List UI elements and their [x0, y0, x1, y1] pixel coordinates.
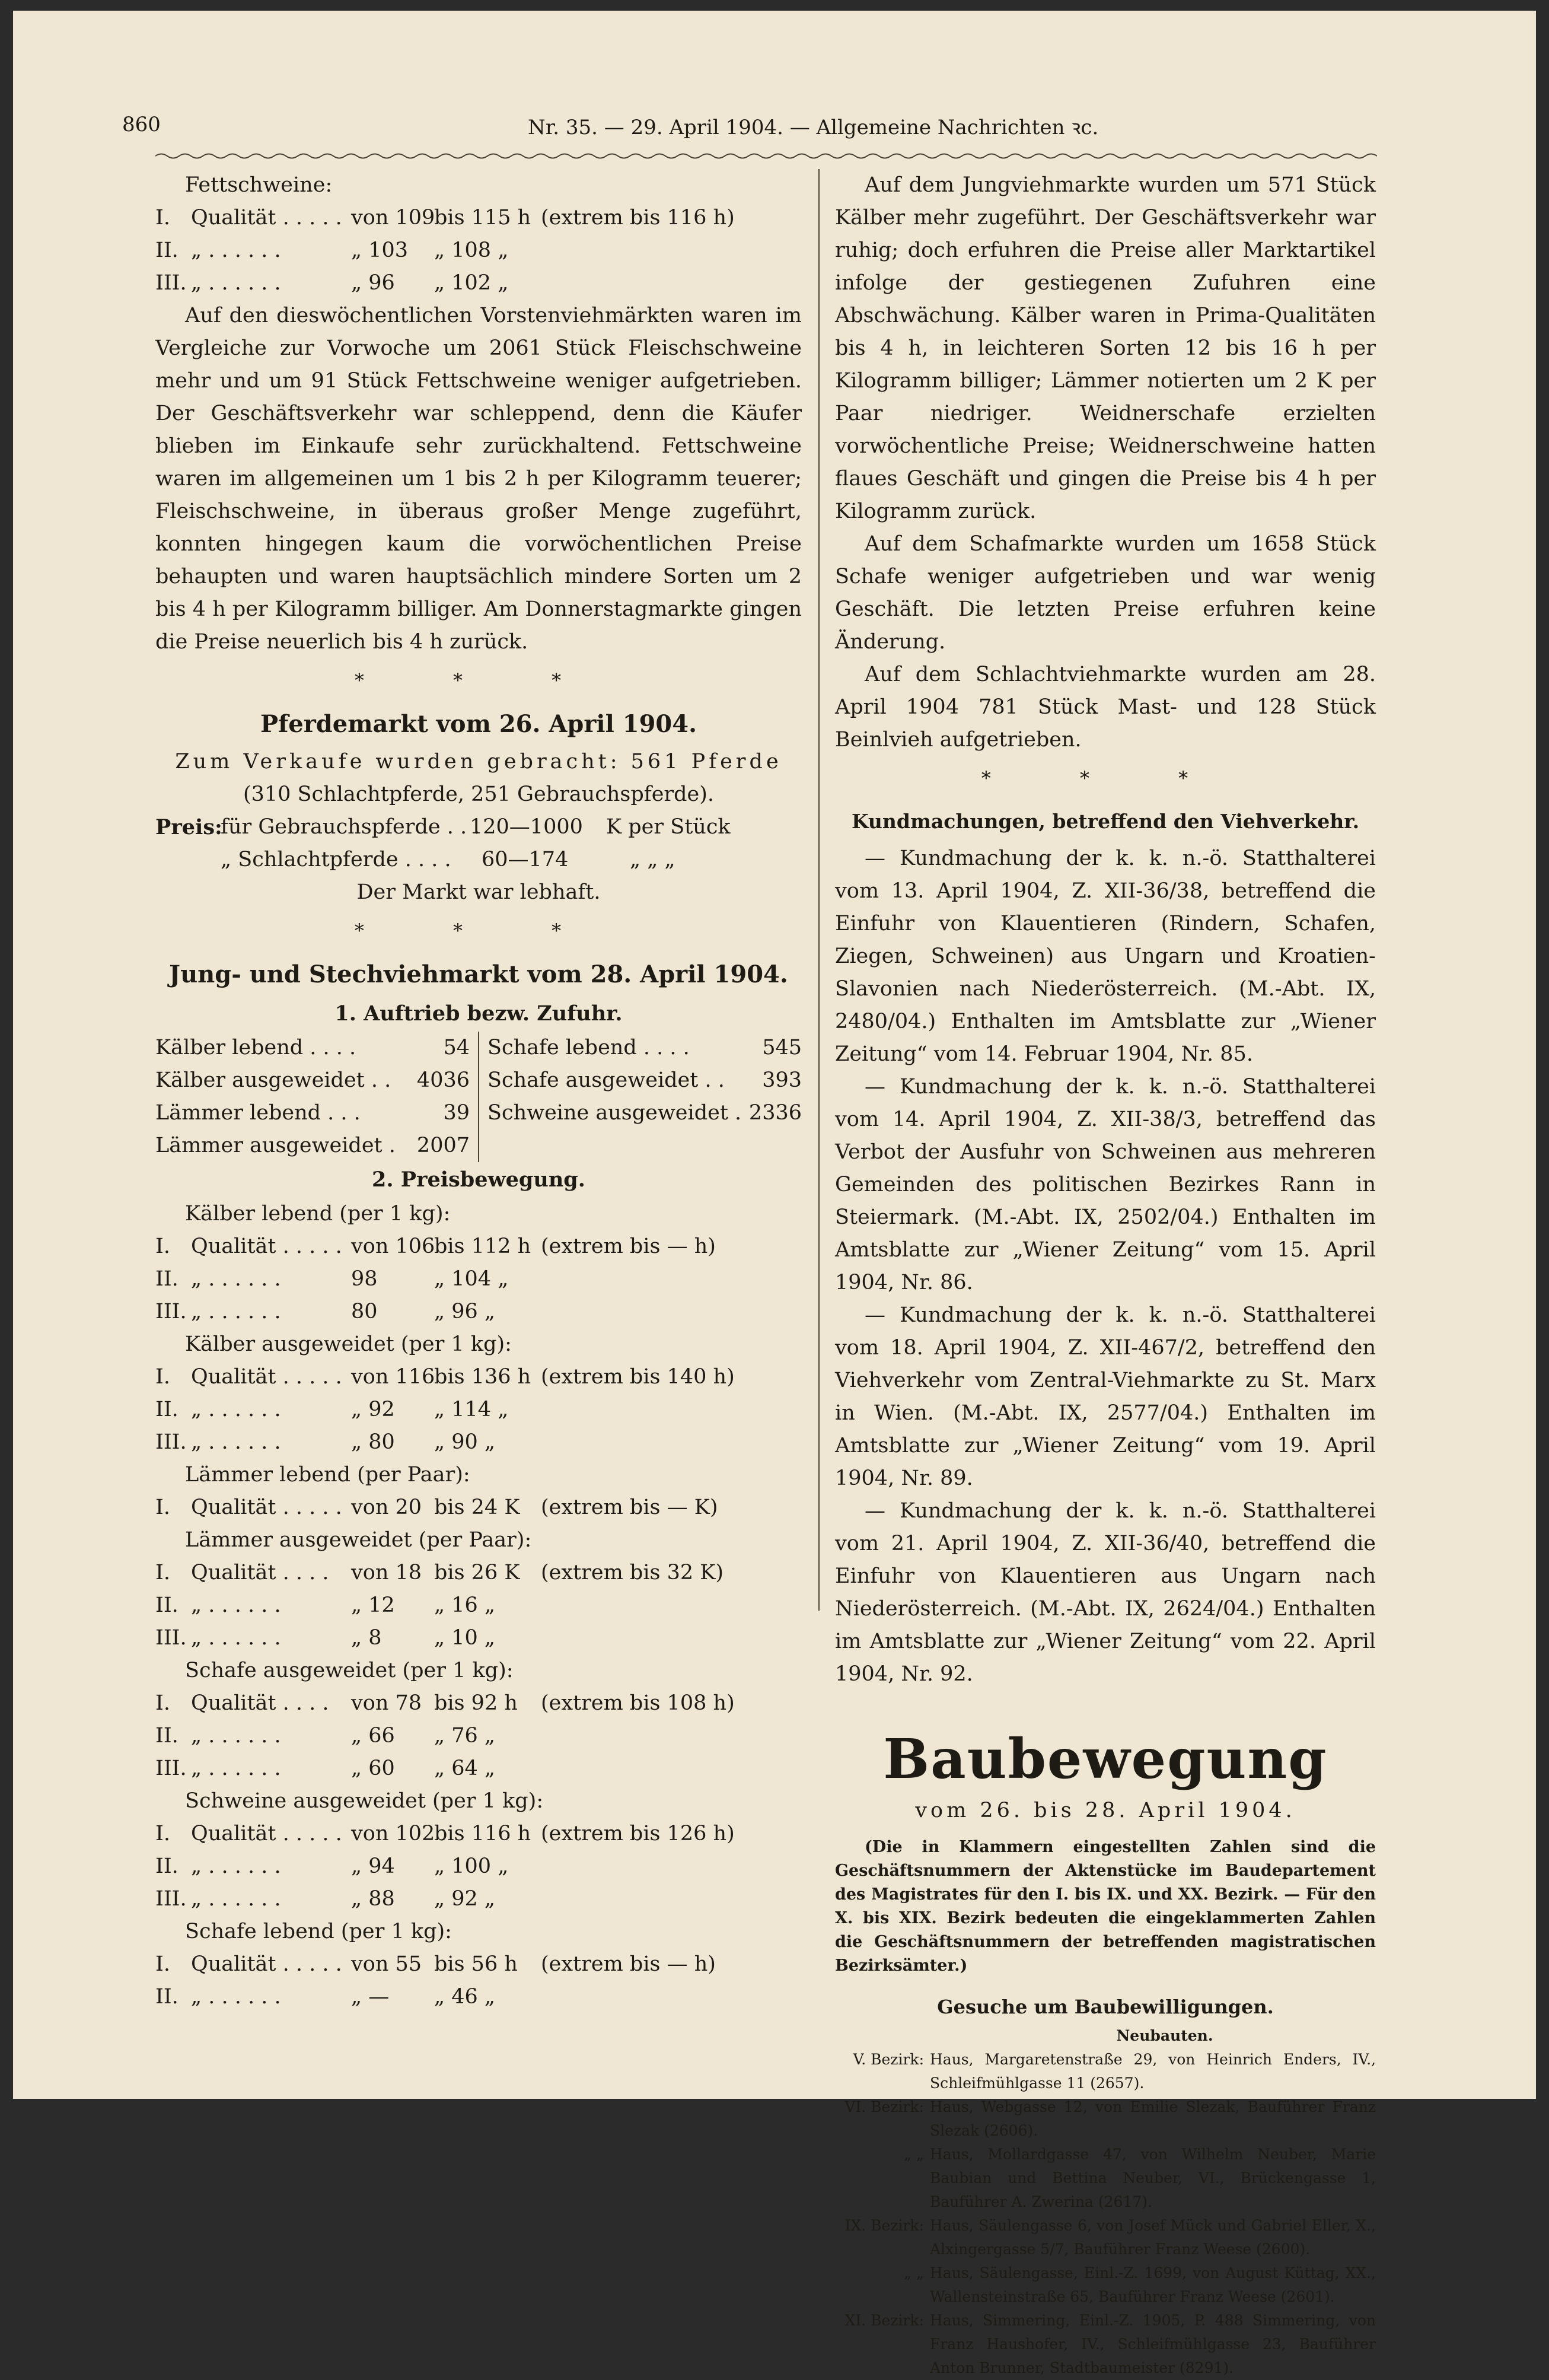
entry-text: Haus, Säulengasse, Einl.-Z. 1699, von August Küttag, XX., Wallensteinstraße 65, Bauführer Franz Weese (2601).	[930, 2264, 1376, 2305]
name-cell: Qualität . . . .	[191, 1691, 329, 1715]
row-name: Schafe lebend . . . .	[487, 1036, 690, 1059]
preis-unit: „ „ „	[630, 848, 675, 871]
name-cell: „ . . . . . .	[191, 1267, 281, 1291]
von-cell: „ 92	[351, 1398, 395, 1421]
table-row	[487, 1032, 802, 1064]
name-cell: Qualität . . . . .	[191, 1496, 342, 1519]
von-cell: „ 80	[351, 1430, 395, 1454]
name-cell: Qualität . . . . .	[191, 1365, 342, 1389]
bis-cell: „ 108 „	[434, 238, 509, 262]
price-group-label: Lämmer lebend (per Paar):	[185, 1463, 470, 1487]
separator-stars: * * *	[354, 669, 603, 692]
name-cell: Qualität . . . . .	[191, 1822, 342, 1846]
name-cell: „ . . . . . .	[191, 1626, 281, 1650]
header-rule	[155, 152, 1377, 160]
heading-neubauten: Neubauten.	[1116, 2027, 1213, 2044]
preis-unit: K per Stück	[606, 815, 731, 839]
name-cell: „ . . . . . .	[191, 1430, 281, 1454]
extrem-cell: (extrem bis — h)	[541, 1234, 716, 1258]
row-value: 545	[762, 1036, 802, 1059]
heading-baubewegung: Baubewegung	[883, 1727, 1328, 1791]
entry-text: Haus, Säulengasse 6, von Josef Mück und Gabriel Eller, X., Alxingergasse 5/7, Bauführer Franz Weese (2600).	[930, 2217, 1376, 2258]
table-divider	[478, 1032, 479, 1162]
table-row	[155, 202, 802, 234]
table-row	[155, 1263, 802, 1296]
bis-cell: „ 64 „	[434, 1757, 496, 1780]
entry-text: Haus, Simmering, Einl.-Z. 1905, P. 488 Simmering, von Franz Haushofer, IV., Schleifmühlgasse 23, Bauführer Anton Brunner, Stadtbaumeister (8291).	[930, 2312, 1376, 2376]
heading-jungvieh: Jung- und Stechviehmarkt vom 28. April 1904.	[169, 960, 788, 988]
table-row	[155, 1589, 802, 1622]
extrem-cell: (extrem bis 116 h)	[541, 206, 735, 230]
bezirk-label: IX. Bezirk:	[844, 2217, 924, 2234]
von-cell: von 102	[351, 1822, 435, 1846]
von-cell: „ 8	[351, 1626, 382, 1650]
table-row	[155, 1296, 802, 1328]
list-item	[835, 2143, 1376, 2214]
table-row	[155, 1720, 802, 1752]
list-item	[835, 2095, 1376, 2143]
bis-cell: „ 16 „	[434, 1593, 496, 1617]
quality-cell: I.	[155, 1822, 170, 1846]
quality-cell: II.	[155, 238, 179, 262]
left-column	[155, 169, 802, 2013]
fett-table	[155, 202, 802, 300]
preis-row	[155, 811, 802, 844]
kundmachung: — Kundmachung der k. k. n.-ö. Statthalterei vom 14. April 1904, Z. XII-38/3, betreffend das Verbot der Ausfuhr von Schweinen aus mehreren Gemeinden des politischen Bezirkes Rann in Steiermark. (M.-Abt. IX, 2502/04.) Enthalten im Amtsblatte zur „Wiener Zeitung“ vom 15. April 1904, Nr. 86.	[835, 1075, 1376, 1294]
bezirk-label: XI. Bezirk:	[844, 2312, 924, 2329]
bis-cell: bis 116 h	[434, 1822, 531, 1846]
von-cell: von 109	[351, 206, 435, 230]
bis-cell: bis 115 h	[434, 206, 531, 230]
bis-cell: „ 76 „	[434, 1724, 496, 1748]
name-cell: „ . . . . . .	[191, 1724, 281, 1748]
preis-groups	[155, 1198, 802, 2013]
row-name: Schweine ausgeweidet .	[487, 1101, 742, 1125]
bis-cell: bis 112 h	[434, 1234, 531, 1258]
table-row	[155, 1064, 470, 1097]
extrem-cell: (extrem bis — K)	[541, 1496, 718, 1519]
list-item	[835, 2261, 1376, 2309]
table-row	[155, 234, 802, 267]
list-item	[835, 2309, 1376, 2380]
quality-cell: III.	[155, 1757, 187, 1780]
price-group-label: Schafe ausgeweidet (per 1 kg):	[185, 1659, 514, 1682]
heading-kundmachungen: Kundmachungen, betreffend den Viehverkehr.	[851, 810, 1360, 833]
quality-cell: I.	[155, 1561, 170, 1584]
von-cell: 80	[351, 1300, 378, 1323]
von-cell: 98	[351, 1267, 378, 1291]
quality-cell: II.	[155, 1724, 179, 1748]
bezirk-label: V. Bezirk:	[853, 2051, 924, 2068]
table-row	[155, 1622, 802, 1654]
preis-value: 60—174	[482, 848, 569, 871]
bis-cell: „ 46 „	[434, 1985, 496, 2009]
bis-cell: „ 90 „	[434, 1430, 496, 1454]
row-value: 2007	[416, 1134, 470, 1157]
name-cell: Qualität . . . . .	[191, 1952, 342, 1976]
heading-preisbewegung: 2. Preisbewegung.	[372, 1167, 585, 1192]
heading-auftrieb: 1. Auftrieb bezw. Zufuhr.	[334, 1001, 623, 1026]
price-group-label: Lämmer ausgeweidet (per Paar):	[185, 1528, 532, 1552]
von-cell: von 106	[351, 1234, 435, 1258]
von-cell: „ —	[351, 1985, 390, 2009]
table-row	[155, 1687, 802, 1720]
price-group-label: Kälber lebend (per 1 kg):	[185, 1202, 451, 1226]
row-value: 393	[762, 1068, 802, 1092]
name-cell: „ . . . . . .	[191, 1398, 281, 1421]
preis-name: für Gebrauchspferde . . .	[221, 815, 480, 839]
price-group-label: Schafe lebend (per 1 kg):	[185, 1920, 452, 1943]
von-cell: von 78	[351, 1691, 422, 1715]
bis-cell: „ 92 „	[434, 1887, 496, 1911]
bau-entries	[835, 2048, 1376, 2380]
row-name: Lämmer ausgeweidet .	[155, 1134, 396, 1157]
right-column	[835, 169, 1376, 2380]
von-cell: „ 88	[351, 1887, 395, 1911]
preis-value: 120—1000	[470, 815, 583, 839]
kundmachung: — Kundmachung der k. k. n.-ö. Statthalterei vom 18. April 1904, Z. XII-467/2, betreffend den Viehverkehr vom Zentral-Viehmarkte zu St. Marx in Wien. (M.-Abt. IX, 2577/04.) Enthalten im Amtsblatte zur „Wiener Zeitung“ vom 19. April 1904, Nr. 89.	[835, 1303, 1376, 1490]
baubewegung-date: vom 26. bis 28. April 1904.	[915, 1799, 1296, 1822]
preis-row	[155, 844, 802, 876]
extrem-cell: (extrem bis 108 h)	[541, 1691, 735, 1715]
quality-cell: III.	[155, 1887, 187, 1911]
column-divider	[818, 169, 820, 1611]
heading-gesuche: Gesuche um Baubewilligungen.	[937, 1996, 1274, 2018]
extrem-cell: (extrem bis — h)	[541, 1952, 716, 1976]
quality-cell: III.	[155, 271, 187, 295]
table-row	[155, 1557, 802, 1589]
table-row	[155, 1393, 802, 1426]
paragraph-schlachtvieh: Auf dem Schlachtviehmarkte wurden am 28. April 1904 781 Stück Mast- und 128 Stück Beinlvieh aufgetrieben.	[835, 663, 1376, 752]
entry-text: Haus, Mollardgasse 47, von Wilhelm Neuber, Marie Baubian und Bettina Neuber, VI., Brückengasse 1, Bauführer A. Zwerina (2617).	[930, 2146, 1376, 2210]
row-value: 54	[443, 1036, 470, 1059]
running-title: Nr. 35. — 29. April 1904. — Allgemeine Nachrichten ꝛc.	[528, 116, 1099, 139]
name-cell: „ . . . . . .	[191, 1593, 281, 1617]
table-row	[155, 1361, 802, 1393]
table-row	[155, 1981, 802, 2013]
quality-cell: II.	[155, 1267, 179, 1291]
von-cell: von 116	[351, 1365, 435, 1389]
von-cell: von 18	[351, 1561, 422, 1584]
bis-cell: bis 24 K	[434, 1496, 520, 1519]
bis-cell: bis 56 h	[434, 1952, 518, 1976]
table-row	[155, 1818, 802, 1850]
table-row	[155, 1850, 802, 1883]
bis-cell: „ 96 „	[434, 1300, 496, 1323]
row-name: Kälber lebend . . . .	[155, 1036, 356, 1059]
bis-cell: „ 10 „	[434, 1626, 496, 1650]
kundmachung: — Kundmachung der k. k. n.-ö. Statthalterei vom 21. April 1904, Z. XII-36/40, betreffend die Einfuhr von Klauentieren aus Ungarn nach Niederösterreich. (M.-Abt. IX, 2624/04.) Enthalten im Amtsblatte zur „Wiener Zeitung“ vom 22. April 1904, Nr. 92.	[835, 1499, 1376, 1686]
table-row	[487, 1064, 802, 1097]
quality-cell: III.	[155, 1430, 187, 1454]
quality-cell: I.	[155, 1691, 170, 1715]
table-row	[155, 1097, 470, 1129]
name-cell: Qualität . . . .	[191, 1561, 329, 1584]
table-row	[155, 1752, 802, 1785]
preis-name: „ Schlachtpferde . . . .	[221, 848, 451, 871]
entry-text: Haus, Margaretenstraße 29, von Heinrich Enders, IV., Schleifmühlgasse 11 (2657).	[930, 2051, 1376, 2092]
quality-cell: II.	[155, 1985, 179, 2009]
markt-status: Der Markt war lebhaft.	[356, 880, 601, 904]
name-cell: „ . . . . . .	[191, 1985, 281, 2009]
pferd-line: (310 Schlachtpferde, 251 Gebrauchspferde).	[243, 782, 715, 806]
quality-cell: I.	[155, 1952, 170, 1976]
paragraph-jungvieh: Auf dem Jungviehmarkte wurden um 571 Stück Kälber mehr zugeführt. Der Geschäftsverkehr war ruhig; doch erfuhren die Preise aller Marktartikel infolge der gestiegenen Zufuhren eine Abschwächung. Kälber waren in Prima-Qualitäten bis 4 h, in leichteren Sorten 12 bis 16 h per Kilogramm billiger; Lämmer notierten um 2 K per Paar niedriger. Weidnerschafe erzielten vorwöchentliche Preise; Weidnerschweine hatten flaues Geschäft und gingen die Preise bis 4 h per Kilogramm zurück.	[835, 173, 1376, 523]
von-cell: „ 12	[351, 1593, 395, 1617]
auftrieb-col-left	[155, 1032, 470, 1162]
quality-cell: I.	[155, 1234, 170, 1258]
list-item	[835, 2214, 1376, 2261]
auftrieb-col-right	[487, 1032, 802, 1162]
row-name: Kälber ausgeweidet . .	[155, 1068, 391, 1092]
von-cell: „ 94	[351, 1854, 395, 1878]
auftrieb-table	[155, 1032, 802, 1162]
von-cell: „ 66	[351, 1724, 395, 1748]
page-number: 860	[122, 113, 161, 136]
price-group-label: Kälber ausgeweidet (per 1 kg):	[185, 1332, 512, 1356]
name-cell: Qualität . . . . .	[191, 1234, 342, 1258]
table-row	[487, 1097, 802, 1129]
bis-cell: „ 114 „	[434, 1398, 509, 1421]
von-cell: „ 60	[351, 1757, 395, 1780]
name-cell: „ . . . . . .	[191, 1757, 281, 1780]
table-row	[155, 1129, 470, 1162]
entry-text: Haus, Webgasse 12, von Emilie Slezak, Bauführer Franz Slezak (2606).	[930, 2098, 1376, 2139]
table-row	[155, 267, 802, 300]
separator-stars: * * *	[981, 767, 1230, 790]
table-row	[155, 1230, 802, 1263]
quality-cell: I.	[155, 1365, 170, 1389]
bezirk-label: „ „	[904, 2264, 924, 2282]
quality-cell: II.	[155, 1593, 179, 1617]
row-value: 4036	[416, 1068, 470, 1092]
row-name: Schafe ausgeweidet . .	[487, 1068, 725, 1092]
table-row	[155, 1491, 802, 1524]
quality-cell: I.	[155, 1496, 170, 1519]
heading-pferdemarkt: Pferdemarkt vom 26. April 1904.	[260, 710, 697, 738]
quality-cell: II.	[155, 1854, 179, 1878]
von-cell: von 55	[351, 1952, 422, 1976]
quality-cell: III.	[155, 1300, 187, 1323]
name-cell: Qualität . . . . .	[191, 206, 342, 230]
paragraph-schafmarkt: Auf dem Schafmarkte wurden um 1658 Stück Schafe weniger aufgetrieben und war wenig Geschäft. Die letzten Preise erfuhren keine Änderung.	[835, 532, 1376, 654]
bis-cell: „ 102 „	[434, 271, 509, 295]
table-row	[155, 1883, 802, 1916]
row-name: Lämmer lebend . . .	[155, 1101, 361, 1125]
row-value: 39	[443, 1101, 470, 1125]
list-item	[835, 2048, 1376, 2095]
price-group-label: Schweine ausgeweidet (per 1 kg):	[185, 1789, 544, 1813]
paragraph-borstenvieh: Auf den dieswöchentlichen Vorstenviehmärkten waren im Vergleiche zur Vorwoche um 2061 Stück Fleischschweine mehr und um 91 Stück Fettschweine weniger aufgetrieben. Der Geschäftsverkehr war schleppend, denn die Käufer blieben im Einkaufe sehr zurückhaltend. Fettschweine waren im allgemeinen um 1 bis 2 h per Kilogramm teuerer; Fleischschweine, in überaus großer Menge zugeführt, konnten hingegen kaum die vorwöchentlichen Preise behaupten und waren hauptsächlich mindere Sorten um 2 bis 4 h per Kilogramm billiger. Am Donnerstagmarkte gingen die Preise neuerlich bis 4 h zurück.	[155, 304, 802, 654]
name-cell: „ . . . . . .	[191, 238, 281, 262]
quality-cell: II.	[155, 1398, 179, 1421]
bis-cell: bis 136 h	[434, 1365, 531, 1389]
pferd-line: Zum Verkaufe wurden gebracht: 561 Pferde	[175, 750, 782, 774]
bis-cell: bis 26 K	[434, 1561, 520, 1584]
kundmachung: — Kundmachung der k. k. n.-ö. Statthalterei vom 13. April 1904, Z. XII-36/38, betreffend die Einfuhr von Klauentieren (Rindern, Schafen, Ziegen, Schweinen) aus Ungarn und Kroatien-Slavonien nach Niederösterreich. (M.-Abt. IX, 2480/04.) Enthalten im Amtsblatte zur „Wiener Zeitung“ vom 14. Februar 1904, Nr. 85.	[835, 847, 1376, 1066]
extrem-cell: (extrem bis 140 h)	[541, 1365, 735, 1389]
quality-cell: III.	[155, 1626, 187, 1650]
extrem-cell: (extrem bis 126 h)	[541, 1822, 735, 1846]
fett-label: Fettschweine:	[185, 173, 333, 197]
bis-cell: „ 100 „	[434, 1854, 509, 1878]
preis-label: Preis:	[155, 815, 222, 839]
row-value: 2336	[748, 1101, 802, 1125]
von-cell: „ 103	[351, 238, 409, 262]
table-row	[155, 1948, 802, 1981]
bis-cell: bis 92 h	[434, 1691, 518, 1715]
name-cell: „ . . . . . .	[191, 1854, 281, 1878]
extrem-cell: (extrem bis 32 K)	[541, 1561, 724, 1584]
separator-stars: * * *	[354, 919, 603, 942]
name-cell: „ . . . . . .	[191, 1300, 281, 1323]
bezirk-label: „ „	[904, 2146, 924, 2163]
table-row	[155, 1032, 470, 1064]
von-cell: „ 96	[351, 271, 395, 295]
quality-cell: I.	[155, 206, 170, 230]
bezirk-label: VI. Bezirk:	[844, 2098, 924, 2115]
name-cell: „ . . . . . .	[191, 1887, 281, 1911]
von-cell: von 20	[351, 1496, 422, 1519]
table-row	[155, 1426, 802, 1459]
bis-cell: „ 104 „	[434, 1267, 509, 1291]
baubewegung-note: (Die in Klammern eingestellten Zahlen sind die Geschäftsnummern der Aktenstücke im Baudepartement des Magistrates für den I. bis IX. und XX. Bezirk. — Für den X. bis XIX. Bezirk bedeuten die eingeklammerten Zahlen die Geschäftsnummern der betreffenden magistratischen Bezirksämter.)	[835, 1838, 1376, 1975]
name-cell: „ . . . . . .	[191, 271, 281, 295]
